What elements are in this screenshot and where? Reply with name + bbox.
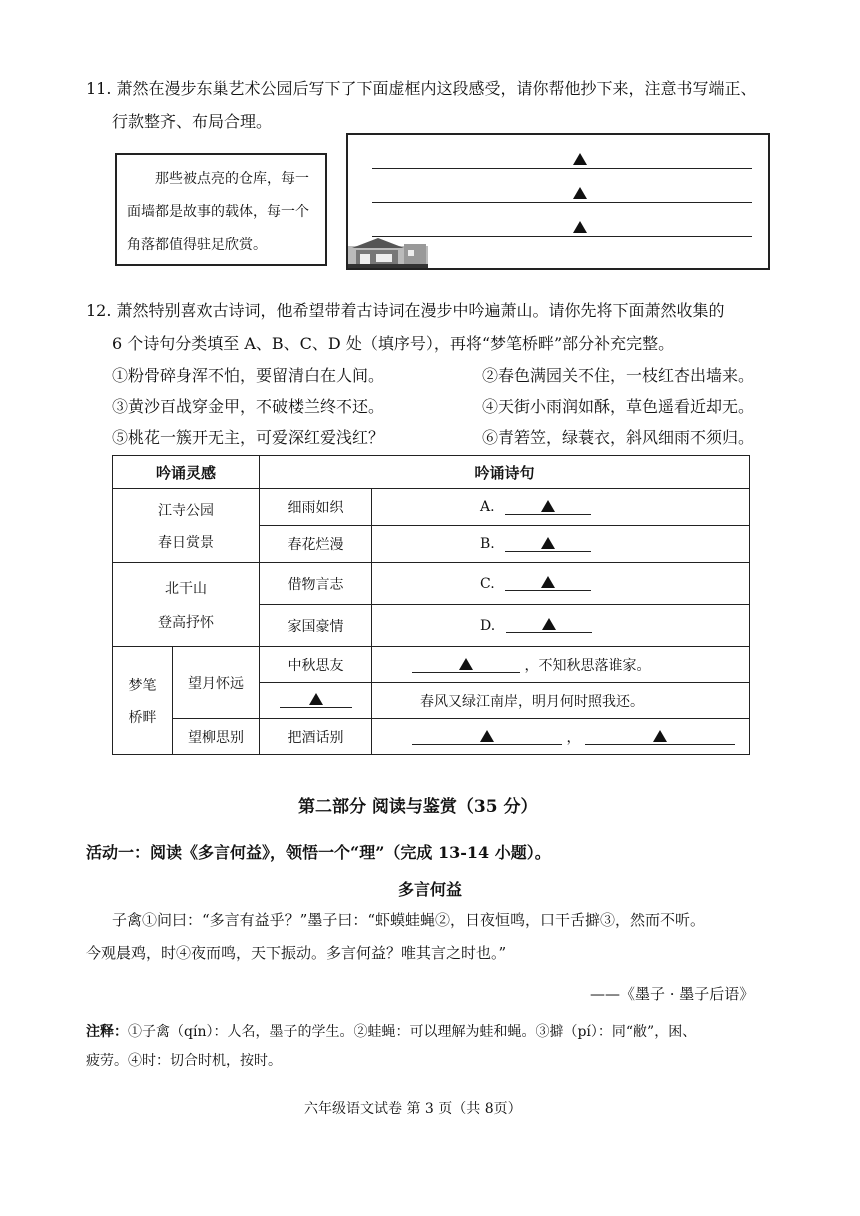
group-beigan-mountain <box>113 563 260 647</box>
answer-blank[interactable] <box>505 537 591 552</box>
answer-cell-b[interactable] <box>372 526 750 563</box>
group-label: 登高抒怀 <box>158 614 214 631</box>
group-mengbi-bridge <box>113 647 173 755</box>
answer-letter: D. <box>480 617 496 634</box>
row-label: 把酒话别 <box>260 719 372 755</box>
group-label: 北干山 <box>165 580 207 597</box>
q11-source-line2: 面墙都是故事的载体，每一个 <box>127 204 309 220</box>
answer-cell-c[interactable] <box>372 563 750 605</box>
verse-tail: ，不知秋思落谁家。 <box>524 657 651 674</box>
triangle-marker-icon <box>309 693 323 705</box>
answer-letter: C. <box>480 575 495 592</box>
subgroup-label: 望柳思别 <box>173 719 260 755</box>
answer-blank[interactable] <box>412 730 562 745</box>
poem-2: ②春色满园关不住，一枝红杏出墙来。 <box>482 366 755 385</box>
q11-text-line2: 行款整齐、布局合理。 <box>112 112 273 131</box>
q11-source-line1: 那些被点亮的仓库，每一 <box>155 171 309 187</box>
article-source: ——《墨子 · 墨子后语》 <box>590 985 755 1003</box>
row-label: 家国豪情 <box>260 605 372 647</box>
triangle-marker-icon <box>573 221 587 233</box>
triangle-marker-icon <box>459 658 473 670</box>
notes-line2: 疲劳。④时：切合时机，按时。 <box>86 1053 282 1069</box>
group-jiangsi-park <box>113 489 260 563</box>
activity-heading: 活动一：阅读《多言何益》，领悟一个“理”（完成 13-14 小题）。 <box>86 843 551 862</box>
row-label: 细雨如织 <box>260 489 372 526</box>
answer-blank[interactable] <box>412 658 520 673</box>
row-label: 春花烂漫 <box>260 526 372 563</box>
triangle-marker-icon <box>541 537 555 549</box>
answer-cell-mid-autumn[interactable] <box>372 647 750 683</box>
table-header-inspiration: 吟诵灵感 <box>113 456 260 489</box>
answer-letter: B. <box>480 536 495 552</box>
article-paragraph-line2: 今观晨鸡，时④夜而鸣，天下振动。多言何益？唯其言之时也。” <box>86 944 507 962</box>
notes-line1 <box>86 1021 696 1041</box>
row-label: 借物言志 <box>260 563 372 605</box>
answer-cell-label-blank[interactable] <box>260 683 372 719</box>
answer-blank[interactable] <box>280 693 352 708</box>
answer-cell-a[interactable] <box>372 489 750 526</box>
triangle-marker-icon <box>480 730 494 742</box>
poem-1: ①粉骨碎身浑不怕，要留清白在人间。 <box>112 366 385 385</box>
row-label: 中秋思友 <box>260 647 372 683</box>
article-title: 多言何益 <box>398 880 463 899</box>
group-label: 桥畔 <box>128 709 157 726</box>
triangle-marker-icon <box>542 618 556 630</box>
table-header-verses: 吟诵诗句 <box>260 456 750 489</box>
page-footer: 六年级语文试卷 第 3 页（共 8页） <box>304 1101 522 1117</box>
poem-4: ④天街小雨润如酥，草色遥看近却无。 <box>482 397 755 416</box>
triangle-marker-icon <box>573 187 587 199</box>
answer-cell-farewell[interactable] <box>372 719 750 755</box>
subgroup-label: 望月怀远 <box>173 647 260 719</box>
verse-cell: 春风又绿江南岸，明月何时照我还。 <box>372 683 750 719</box>
article-paragraph-line1: 子禽①问曰：“多言有益乎？”墨子曰：“虾蟆蛙蝇②，日夜恒鸣，口干舌擗③，然而不听。 <box>112 911 706 929</box>
answer-letter: A. <box>480 499 495 515</box>
building-illustration <box>348 236 428 268</box>
verse-separator: ， <box>566 729 581 746</box>
triangle-marker-icon <box>653 730 667 742</box>
notes-label: 注释： <box>86 1024 128 1040</box>
q12-text-line1: 12. 萧然特别喜欢古诗词，他希望带着古诗词在漫步中吟遍萧山。请你先将下面萧然收集的 <box>86 301 725 320</box>
answer-blank[interactable] <box>585 730 735 745</box>
q11-source-line3: 角落都值得驻足欣赏。 <box>127 237 267 253</box>
answer-line-3[interactable] <box>372 236 752 237</box>
group-label: 梦笔 <box>128 677 157 694</box>
poem-5: ⑤桃花一簇开无主，可爱深红爱浅红？ <box>112 428 385 447</box>
q11-source-box <box>115 153 327 266</box>
q12-text-line2: 6 个诗句分类填至 A、B、C、D 处（填序号），再将“梦笔桥畔”部分补充完整。 <box>112 334 675 353</box>
triangle-marker-icon <box>541 500 555 512</box>
poem-3: ③黄沙百战穿金甲，不破楼兰终不还。 <box>112 397 385 416</box>
answer-blank[interactable] <box>505 576 591 591</box>
answer-line-1[interactable] <box>372 168 752 169</box>
poem-classification-table <box>112 455 750 755</box>
answer-line-2[interactable] <box>372 202 752 203</box>
answer-cell-d[interactable] <box>372 605 750 647</box>
poem-6: ⑥青箬笠，绿蓑衣，斜风细雨不须归。 <box>482 428 755 447</box>
group-label: 江寺公园 <box>158 502 214 519</box>
triangle-marker-icon <box>573 153 587 165</box>
q11-text-line1: 11. 萧然在漫步东巢艺术公园后写下了下面虚框内这段感受，请你帮他抄下来，注意书写端正、 <box>86 79 757 98</box>
section-title: 第二部分 阅读与鉴赏（35 分） <box>298 797 538 817</box>
notes-text: ①子禽（qín）：人名，墨子的学生。②蛙蝇：可以理解为蛙和蝇。③擗（pí）：同“敝”，困、 <box>128 1024 697 1040</box>
answer-blank[interactable] <box>506 618 592 633</box>
triangle-marker-icon <box>541 576 555 588</box>
group-label: 春日赏景 <box>158 534 214 551</box>
answer-blank[interactable] <box>505 500 591 515</box>
